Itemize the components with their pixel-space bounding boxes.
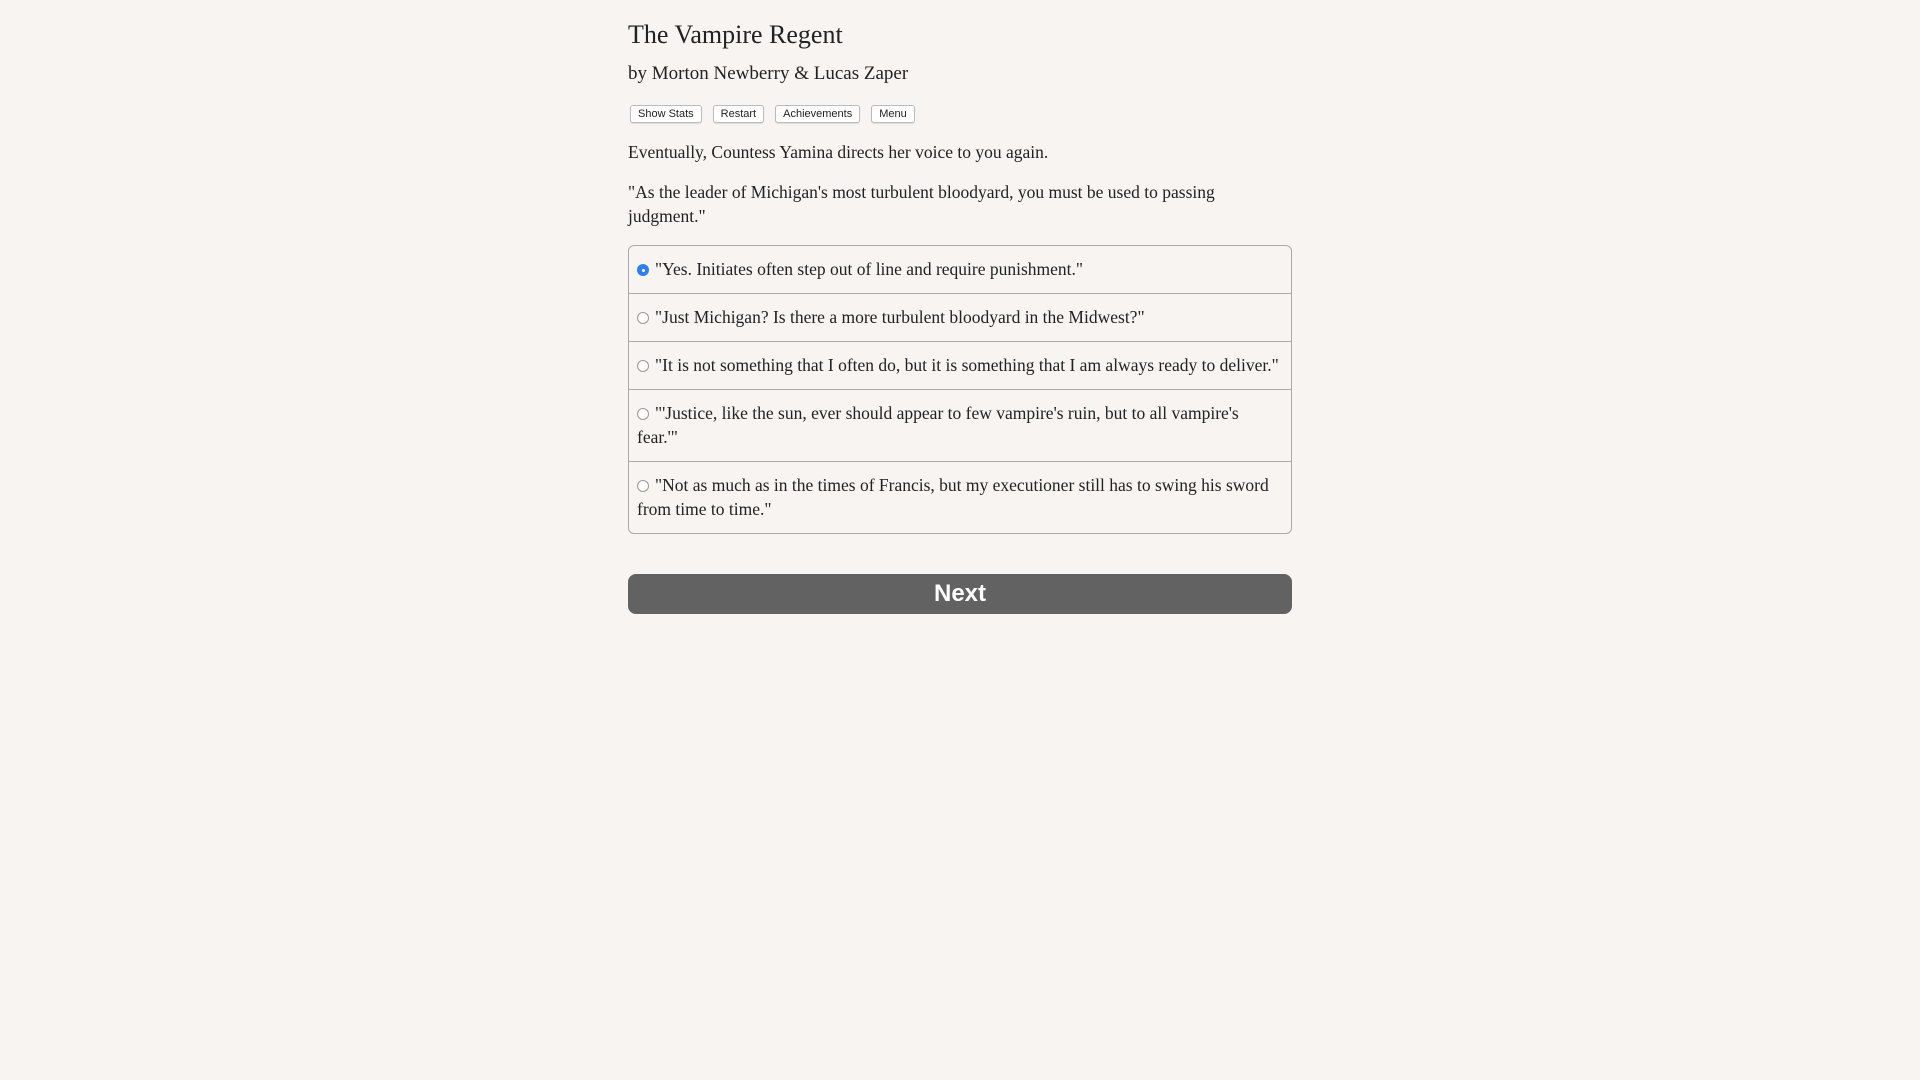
achievements-button[interactable]: Achievements (775, 105, 860, 123)
byline: by Morton Newberry & Lucas Zaper (628, 63, 909, 84)
choice-option[interactable] (629, 246, 1291, 293)
choice-option[interactable] (629, 293, 1291, 341)
choice-option[interactable] (629, 389, 1291, 461)
choice-label: "It is not something that I often do, but it is something that I am always ready to deliver." (655, 355, 1279, 375)
choice-label: "'Justice, like the sun, ever should appear to few vampire's ruin, but to all vampire's fear.'" (637, 403, 1239, 447)
radio-icon[interactable] (637, 312, 649, 324)
radio-icon[interactable] (637, 480, 649, 492)
choice-option[interactable] (629, 461, 1291, 533)
restart-button[interactable]: Restart (713, 105, 764, 123)
choice-label: "Yes. Initiates often step out of line and require punishment." (655, 259, 1084, 279)
story-paragraph: Eventually, Countess Yamina directs her voice to you again. (628, 142, 1049, 162)
game-title: The Vampire Regent (628, 20, 843, 49)
radio-selected-icon[interactable] (637, 264, 649, 276)
choice-option[interactable] (629, 341, 1291, 389)
show-stats-button[interactable]: Show Stats (630, 105, 702, 123)
choice-label: "Not as much as in the times of Francis, but my executioner still has to swing his sword from time to time." (637, 475, 1269, 519)
radio-icon[interactable] (637, 360, 649, 372)
next-button[interactable]: Next (628, 574, 1292, 614)
choice-list (628, 245, 1292, 534)
toolbar (630, 105, 915, 123)
choice-label: "Just Michigan? Is there a more turbulent bloodyard in the Midwest?" (655, 307, 1145, 327)
radio-icon[interactable] (637, 408, 649, 420)
story-paragraph: "As the leader of Michigan's most turbulent bloodyard, you must be used to passing judgment." (628, 182, 1215, 226)
menu-button[interactable]: Menu (871, 105, 915, 123)
